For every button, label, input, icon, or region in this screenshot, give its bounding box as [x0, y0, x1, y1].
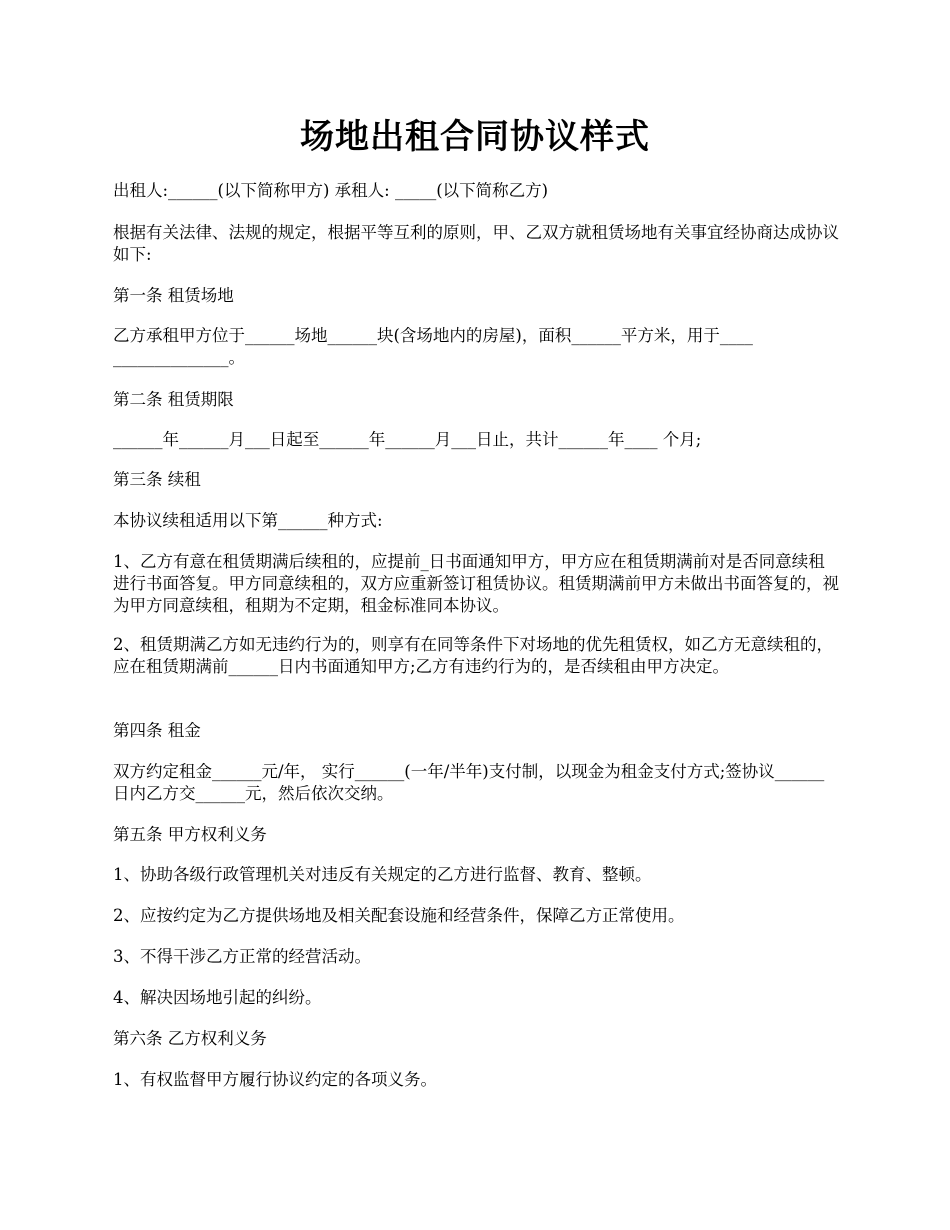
article-4-heading: 第四条 租金	[113, 721, 201, 740]
article-6-item-1: 1、有权监督甲方履行协议约定的各项义务。	[113, 1070, 437, 1089]
document-title: 场地出租合同协议样式	[300, 117, 650, 157]
article-5-item-2: 2、应按约定为乙方提供场地及相关配套设施和经营条件，保障乙方正常使用。	[113, 906, 685, 925]
article-5-item-4: 4、解决因场地引起的纠纷。	[113, 988, 322, 1007]
parties-line: 出租人:______(以下简称甲方) 承租人: _____(以下简称乙方)	[113, 181, 549, 200]
article-2-paragraph: ______年______月___日起至______年______月___日止，共计______年____ 个月;	[113, 430, 702, 449]
article-3-item-2: 2、租赁期满乙方如无违约行为的，则享有在同等条件下对场地的优先租赁权，如乙方无意续租的，应在租赁期满前______日内书面通知甲方;乙方有违约行为的，是否续租由甲方决定。	[113, 635, 833, 676]
preamble-paragraph: 根据有关法律、法规的规定，根据平等互利的原则，甲、乙双方就租赁场地有关事宜经协商达成协议如下:	[113, 223, 839, 264]
article-1-heading: 第一条 租赁场地	[113, 286, 234, 305]
article-3-heading: 第三条 续租	[113, 470, 201, 489]
article-3-intro: 本协议续租适用以下第______种方式:	[113, 511, 383, 530]
article-4-paragraph: 双方约定租金______元/年， 实行______(一年/半年)支付制，以现金为租金支付方式;签协议______日内乙方交______元，然后依次交纳。	[113, 762, 825, 803]
article-6-heading: 第六条 乙方权利义务	[113, 1029, 267, 1048]
article-2-heading: 第二条 租赁期限	[113, 390, 234, 409]
article-5-item-3: 3、不得干涉乙方正常的经营活动。	[113, 947, 371, 966]
article-5-item-1: 1、协助各级行政管理机关对违反有关规定的乙方进行监督、教育、整顿。	[113, 865, 652, 884]
article-5-heading: 第五条 甲方权利义务	[113, 825, 267, 844]
article-1-paragraph: 乙方承租甲方位于______场地______块(含场地内的房屋)，面积______平方米，用于____ ______________。	[113, 326, 753, 367]
article-3-item-1: 1、乙方有意在租赁期满后续租的，应提前_日书面通知甲方，甲方应在租赁期满前对是否同意续租进行书面答复。甲方同意续租的，双方应重新签订租赁协议。租赁期满前甲方未做出书面答复的，视为甲方同意续租，租期为不定期，租金标准同本协议。	[113, 552, 839, 615]
